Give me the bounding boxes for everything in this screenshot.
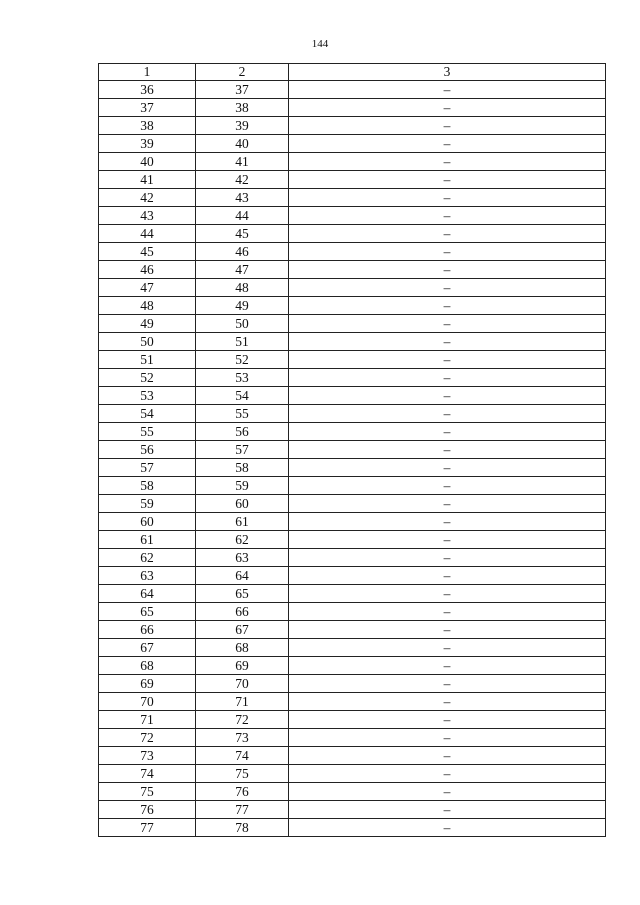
table-cell-col-1: 56: [99, 441, 196, 459]
table-cell-col-2: 67: [196, 621, 289, 639]
table-cell-col-3: –: [289, 765, 606, 783]
table-cell-col-1: 52: [99, 369, 196, 387]
table-row: [99, 369, 606, 387]
table-cell-col-3: –: [289, 351, 606, 369]
table-cell-col-1: 41: [99, 171, 196, 189]
table-cell-col-1: 54: [99, 405, 196, 423]
table-cell-col-3: –: [289, 369, 606, 387]
table-cell-col-3: –: [289, 711, 606, 729]
table-cell-col-3: –: [289, 441, 606, 459]
table-row: [99, 441, 606, 459]
table-cell-col-2: 51: [196, 333, 289, 351]
table-row: [99, 693, 606, 711]
table-cell-col-1: 51: [99, 351, 196, 369]
table-cell-col-3: –: [289, 729, 606, 747]
table-cell-col-2: 71: [196, 693, 289, 711]
table-cell-col-2: 40: [196, 135, 289, 153]
table-row: [99, 711, 606, 729]
table-cell-col-1: 37: [99, 99, 196, 117]
table-cell-col-2: 65: [196, 585, 289, 603]
table-cell-col-2: 78: [196, 819, 289, 837]
table-cell-col-3: –: [289, 135, 606, 153]
table-cell-col-2: 66: [196, 603, 289, 621]
table-cell-col-3: –: [289, 207, 606, 225]
table-row: [99, 135, 606, 153]
table-row: [99, 279, 606, 297]
table-cell-col-3: –: [289, 117, 606, 135]
table-cell-col-3: –: [289, 675, 606, 693]
table-row: [99, 351, 606, 369]
table-row: [99, 819, 606, 837]
table-row: [99, 603, 606, 621]
table-cell-col-3: –: [289, 405, 606, 423]
table-row: [99, 513, 606, 531]
table-row: [99, 171, 606, 189]
table-cell-col-3: –: [289, 819, 606, 837]
table-cell-col-3: –: [289, 189, 606, 207]
table-row: [99, 189, 606, 207]
page-number: 144: [311, 38, 329, 50]
table-cell-col-3: –: [289, 459, 606, 477]
table-cell-col-1: 60: [99, 513, 196, 531]
table-cell-col-3: –: [289, 783, 606, 801]
column-header: 1: [99, 64, 196, 81]
table-cell-col-2: 49: [196, 297, 289, 315]
table-cell-col-3: –: [289, 261, 606, 279]
table-row: [99, 297, 606, 315]
table-cell-col-2: 69: [196, 657, 289, 675]
table-row: [99, 549, 606, 567]
table-cell-col-2: 74: [196, 747, 289, 765]
table-cell-col-1: 47: [99, 279, 196, 297]
table-cell-col-2: 57: [196, 441, 289, 459]
table-cell-col-2: 42: [196, 171, 289, 189]
table-cell-col-1: 70: [99, 693, 196, 711]
table-cell-col-1: 62: [99, 549, 196, 567]
table-row: [99, 747, 606, 765]
table-cell-col-2: 47: [196, 261, 289, 279]
table-cell-col-1: 59: [99, 495, 196, 513]
table-header-row: [99, 64, 606, 81]
table-cell-col-1: 68: [99, 657, 196, 675]
table-cell-col-1: 63: [99, 567, 196, 585]
table-cell-col-3: –: [289, 297, 606, 315]
table-row: [99, 387, 606, 405]
table-cell-col-2: 46: [196, 243, 289, 261]
table-cell-col-2: 72: [196, 711, 289, 729]
table-cell-col-2: 38: [196, 99, 289, 117]
table-cell-col-1: 73: [99, 747, 196, 765]
table-row: [99, 405, 606, 423]
table-row: [99, 477, 606, 495]
table-cell-col-1: 48: [99, 297, 196, 315]
table-cell-col-1: 44: [99, 225, 196, 243]
table-row: [99, 423, 606, 441]
table-cell-col-3: –: [289, 657, 606, 675]
table-cell-col-1: 43: [99, 207, 196, 225]
table-cell-col-2: 52: [196, 351, 289, 369]
table-cell-col-2: 73: [196, 729, 289, 747]
table-cell-col-2: 61: [196, 513, 289, 531]
table-row: [99, 531, 606, 549]
table-cell-col-1: 57: [99, 459, 196, 477]
table-cell-col-1: 71: [99, 711, 196, 729]
table-row: [99, 117, 606, 135]
table-row: [99, 261, 606, 279]
table-cell-col-2: 37: [196, 81, 289, 99]
table-cell-col-1: 61: [99, 531, 196, 549]
table-row: [99, 81, 606, 99]
table-cell-col-1: 45: [99, 243, 196, 261]
table-cell-col-3: –: [289, 387, 606, 405]
table-cell-col-2: 68: [196, 639, 289, 657]
table-cell-col-2: 77: [196, 801, 289, 819]
table-cell-col-3: –: [289, 549, 606, 567]
table-cell-col-1: 40: [99, 153, 196, 171]
table-row: [99, 333, 606, 351]
table-cell-col-3: –: [289, 243, 606, 261]
table-cell-col-1: 49: [99, 315, 196, 333]
table-cell-col-2: 70: [196, 675, 289, 693]
table-cell-col-1: 46: [99, 261, 196, 279]
table-cell-col-2: 55: [196, 405, 289, 423]
table-cell-col-1: 76: [99, 801, 196, 819]
table-cell-col-2: 60: [196, 495, 289, 513]
table-cell-col-3: –: [289, 567, 606, 585]
table-cell-col-2: 50: [196, 315, 289, 333]
table-cell-col-2: 53: [196, 369, 289, 387]
table-cell-col-3: –: [289, 801, 606, 819]
table-row: [99, 657, 606, 675]
table-cell-col-2: 56: [196, 423, 289, 441]
table-cell-col-2: 76: [196, 783, 289, 801]
table-cell-col-2: 44: [196, 207, 289, 225]
table-cell-col-3: –: [289, 693, 606, 711]
table-cell-col-1: 75: [99, 783, 196, 801]
table-cell-col-3: –: [289, 171, 606, 189]
data-table: [98, 63, 606, 837]
table-cell-col-3: –: [289, 81, 606, 99]
table-cell-col-3: –: [289, 279, 606, 297]
table-cell-col-1: 69: [99, 675, 196, 693]
table-row: [99, 567, 606, 585]
table-cell-col-2: 43: [196, 189, 289, 207]
table-cell-col-2: 75: [196, 765, 289, 783]
table-row: [99, 207, 606, 225]
table-row: [99, 729, 606, 747]
table-cell-col-1: 39: [99, 135, 196, 153]
table-cell-col-3: –: [289, 495, 606, 513]
table-row: [99, 99, 606, 117]
table-cell-col-2: 62: [196, 531, 289, 549]
table-cell-col-1: 58: [99, 477, 196, 495]
table-cell-col-2: 39: [196, 117, 289, 135]
table-cell-col-3: –: [289, 531, 606, 549]
table-row: [99, 639, 606, 657]
table-cell-col-1: 66: [99, 621, 196, 639]
table-row: [99, 153, 606, 171]
table-cell-col-1: 64: [99, 585, 196, 603]
table-row: [99, 459, 606, 477]
table-cell-col-3: –: [289, 585, 606, 603]
table-cell-col-1: 42: [99, 189, 196, 207]
table-row: [99, 243, 606, 261]
table-cell-col-2: 54: [196, 387, 289, 405]
table-row: [99, 801, 606, 819]
table-row: [99, 783, 606, 801]
table-cell-col-3: –: [289, 225, 606, 243]
column-header: 3: [289, 64, 606, 81]
table-cell-col-1: 72: [99, 729, 196, 747]
table-row: [99, 315, 606, 333]
table-cell-col-3: –: [289, 477, 606, 495]
table-cell-col-2: 63: [196, 549, 289, 567]
table-cell-col-1: 55: [99, 423, 196, 441]
table-row: [99, 225, 606, 243]
table-row: [99, 585, 606, 603]
table-cell-col-3: –: [289, 513, 606, 531]
table-cell-col-3: –: [289, 603, 606, 621]
table-cell-col-1: 67: [99, 639, 196, 657]
table-cell-col-3: –: [289, 747, 606, 765]
table-row: [99, 675, 606, 693]
table-cell-col-1: 36: [99, 81, 196, 99]
table-cell-col-3: –: [289, 639, 606, 657]
table-cell-col-2: 59: [196, 477, 289, 495]
table-cell-col-3: –: [289, 153, 606, 171]
column-header: 2: [196, 64, 289, 81]
table-row: [99, 495, 606, 513]
table-cell-col-1: 74: [99, 765, 196, 783]
table-cell-col-2: 45: [196, 225, 289, 243]
table-cell-col-1: 65: [99, 603, 196, 621]
table-cell-col-3: –: [289, 621, 606, 639]
table-cell-col-1: 77: [99, 819, 196, 837]
table-cell-col-2: 41: [196, 153, 289, 171]
table-cell-col-1: 38: [99, 117, 196, 135]
table-cell-col-2: 58: [196, 459, 289, 477]
table-row: [99, 621, 606, 639]
table-row: [99, 765, 606, 783]
table-cell-col-2: 48: [196, 279, 289, 297]
table-cell-col-3: –: [289, 315, 606, 333]
table-cell-col-2: 64: [196, 567, 289, 585]
table-cell-col-3: –: [289, 99, 606, 117]
table-cell-col-1: 53: [99, 387, 196, 405]
table-cell-col-3: –: [289, 423, 606, 441]
table-cell-col-1: 50: [99, 333, 196, 351]
table-cell-col-3: –: [289, 333, 606, 351]
